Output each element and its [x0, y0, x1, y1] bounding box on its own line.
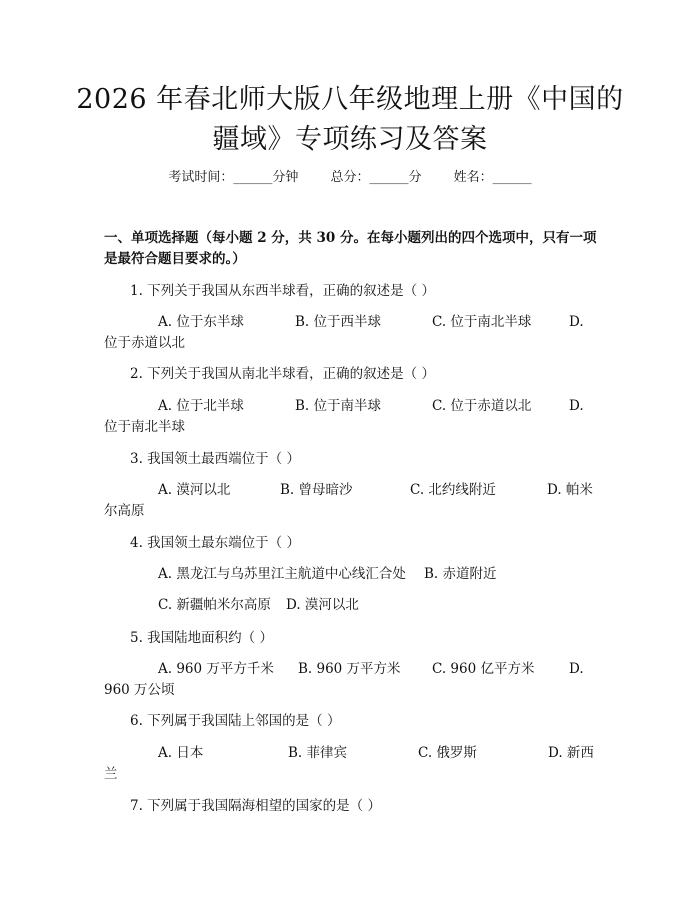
title-line-2: 疆域》专项练习及答案 [212, 124, 488, 155]
option-a: A. 位于北半球 [158, 398, 244, 414]
question-7-stem [104, 796, 600, 816]
question-4-stem [104, 533, 600, 553]
option-c: C. 960 亿平方米 [432, 661, 535, 677]
question-stem: 4. 我国领土最东端位于（ ） [130, 535, 300, 551]
question-stem: 3. 我国领土最西端位于（ ） [130, 451, 300, 467]
option-d-continued: 位于南北半球 [104, 419, 185, 435]
option-b: B. 菲律宾 [288, 745, 348, 761]
exam-meta [0, 168, 700, 188]
option-d: D. 新西 [548, 745, 594, 761]
question-6-options [104, 743, 600, 785]
option-c: C. 北约线附近 [410, 482, 496, 498]
option-b: B. 曾母暗沙 [280, 482, 353, 498]
question-5-stem [104, 628, 600, 648]
question-5-options [104, 659, 600, 701]
option-b: B. 位于南半球 [295, 398, 382, 414]
option-d: D. 漠河以北 [286, 597, 359, 613]
option-a: A. 位于东半球 [158, 314, 244, 330]
option-d: D. 帕米 [547, 482, 593, 498]
option-b: B. 赤道附近 [424, 566, 497, 582]
option-d-continued: 尔高原 [104, 503, 145, 519]
exam-name: 姓名：______ [453, 170, 532, 185]
section-heading-line-1: 一、单项选择题（每小题 2 分，共 30 分。在每小题列出的四个选项中，只有一项 [104, 230, 597, 246]
option-a: A. 漠河以北 [158, 482, 231, 498]
question-3-options [104, 480, 600, 522]
option-d: D. [569, 398, 584, 414]
option-b: B. 位于西半球 [295, 314, 382, 330]
option-b: B. 960 万平方米 [298, 661, 401, 677]
exam-score: 总分：______分 [330, 170, 422, 185]
question-3-stem [104, 449, 600, 469]
question-1-options [104, 312, 600, 354]
option-a: A. 960 万平方千米 [158, 661, 274, 677]
option-d-continued: 960 万公顷 [104, 682, 175, 698]
question-4-options [104, 564, 600, 616]
question-stem: 7. 下列属于我国隔海相望的国家的是（ ） [130, 798, 381, 814]
option-c: C. 俄罗斯 [418, 745, 477, 761]
question-1-stem [104, 281, 600, 301]
section-heading [104, 228, 600, 270]
question-stem: 6. 下列属于我国陆上邻国的是（ ） [130, 713, 341, 729]
option-c: C. 新疆帕米尔高原 [158, 597, 271, 613]
section-heading-line-2: 是最符合题目要求的。） [104, 251, 246, 267]
option-c: C. 位于赤道以北 [432, 398, 532, 414]
question-2-options [104, 396, 600, 438]
option-d-continued: 位于赤道以北 [104, 335, 185, 351]
option-d: D. [569, 661, 584, 677]
question-stem: 2. 下列关于我国从南北半球看，正确的叙述是（ ） [130, 366, 435, 382]
option-a: A. 黑龙江与乌苏里江主航道中心线汇合处 [158, 566, 406, 582]
option-d-continued: 兰 [104, 766, 118, 782]
option-a: A. 日本 [158, 745, 204, 761]
option-d: D. [569, 314, 584, 330]
title-line-1: 2026 年春北师大版八年级地理上册《中国的 [76, 84, 624, 115]
question-2-stem [104, 364, 600, 384]
document-title [0, 80, 700, 160]
option-c: C. 位于南北半球 [432, 314, 532, 330]
question-stem: 5. 我国陆地面积约（ ） [130, 630, 273, 646]
question-stem: 1. 下列关于我国从东西半球看，正确的叙述是（ ） [130, 283, 435, 299]
exam-time: 考试时间：______分钟 [168, 170, 299, 185]
question-6-stem [104, 711, 600, 731]
